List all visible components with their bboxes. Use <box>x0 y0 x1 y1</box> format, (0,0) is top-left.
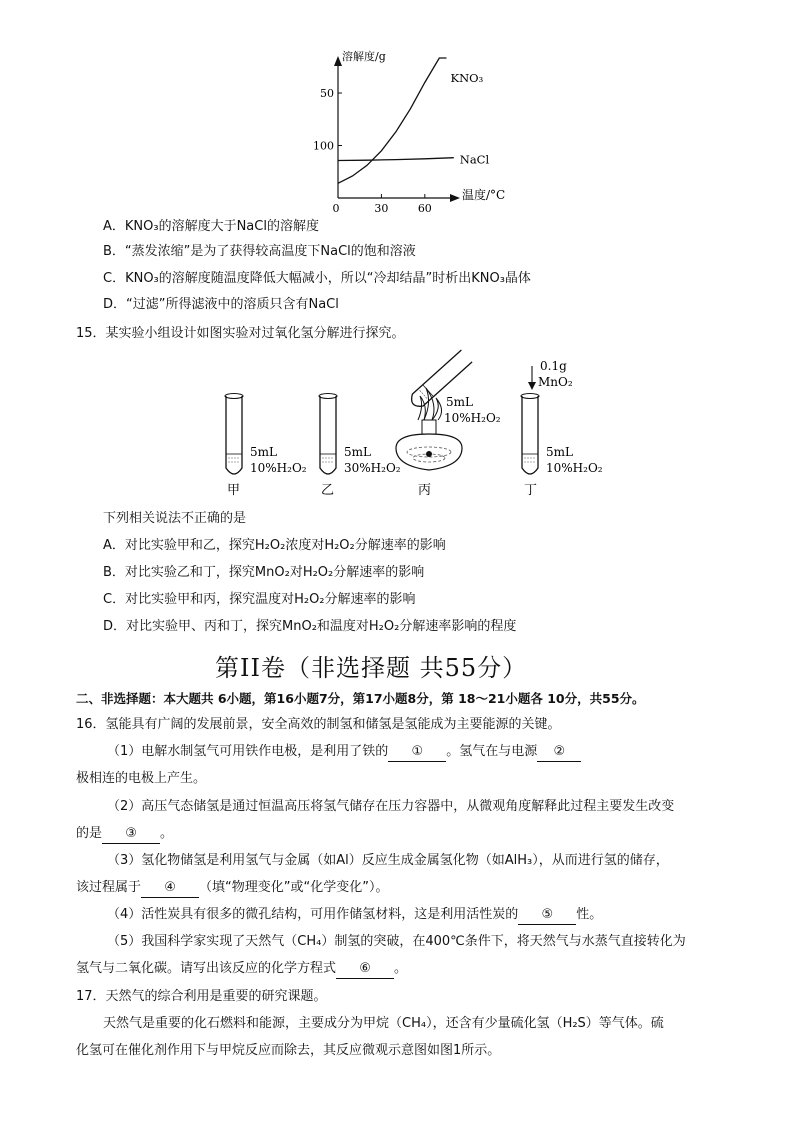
q16-p5b: 氢气与二氧化碳。请写出该反应的化学方程式 <box>76 961 337 976</box>
tube-ding-solution: 10%H₂O₂ <box>546 461 603 475</box>
experiment-figure <box>210 348 610 504</box>
q15-option-a: A．对比实验甲和乙，探究H₂O₂浓度对H₂O₂分解速率的影响 <box>103 538 446 553</box>
answer-blank-5[interactable]: ⑤ <box>518 906 576 925</box>
q16-p3a: （3）氢化物储氢是利用氢气与金属（如Al）反应生成金属氢化物（如AlH₃），从而进行氢的储存， <box>107 853 669 868</box>
q16-p1a: （1）电解水制氢气可用铁作电极，是利用了铁的 <box>107 744 389 759</box>
series-line-nacl <box>338 158 454 161</box>
q16-stem: 16．氢能具有广阔的发展前景，安全高效的制氢和储氢是氢能成为主要能源的关键。 <box>76 717 561 732</box>
q16-p1b: 。氢气在与电源 <box>446 744 538 759</box>
answer-blank-6[interactable]: ⑥ <box>336 960 394 979</box>
q15-option-b: B．对比实验乙和丁，探究MnO₂对H₂O₂分解速率的影响 <box>103 565 425 580</box>
y-axis-label: 溶解度/g <box>342 50 386 63</box>
q16-p4b: 性。 <box>576 907 603 922</box>
q16-p2b: 的是 <box>76 826 103 841</box>
q16-p2c: 。 <box>160 826 174 841</box>
q16-part4 <box>107 906 602 925</box>
tube-bing-solution: 10%H₂O₂ <box>444 411 501 425</box>
tube-yi-solution: 30%H₂O₂ <box>344 461 401 475</box>
q16-p3b: 该过程属于 <box>76 880 142 895</box>
x-tick-label: 30 <box>374 202 389 215</box>
tube-ding-reagent-mass: 0.1g <box>540 359 567 373</box>
solubility-chart <box>300 48 530 215</box>
tube-bing-volume: 5mL <box>446 395 473 409</box>
tube-ding-reagent: MnO₂ <box>538 375 573 389</box>
x-tick-label: 60 <box>417 202 432 215</box>
answer-blank-3[interactable]: ③ <box>102 825 160 844</box>
tube-ding-name: 丁 <box>524 483 538 498</box>
q16-p3c: （填“物理变化”或“化学变化”）。 <box>199 880 389 895</box>
section-instruction: 二、非选择题：本大题共 6小题，第16小题7分，第17小题8分，第 18～21小题各 10分，共55分。 <box>76 691 645 706</box>
q16-p5a: （5）我国科学家实现了天然气（CH₄）制氢的突破，在400℃条件下，将天然气与水蒸气直接转化为 <box>107 934 686 949</box>
series-label-kno3: KNO₃ <box>450 71 484 85</box>
tube-bing-name: 丙 <box>418 483 432 498</box>
tube-jia-solution: 10%H₂O₂ <box>250 461 307 475</box>
y-axis-arrow <box>334 56 342 66</box>
q17-stem: 17．天然气的综合利用是重要的研究课题。 <box>76 989 327 1004</box>
x-axis-label: 温度/°C <box>462 188 506 202</box>
q15-option-c: C．对比实验甲和丙，探究温度对H₂O₂分解速率的影响 <box>103 592 416 607</box>
x-axis-arrow <box>450 194 460 202</box>
answer-blank-4[interactable]: ④ <box>141 879 199 898</box>
q16-p1c: 极相连的电极上产生。 <box>76 771 207 786</box>
q16-p4a: （4）活性炭具有很多的微孔结构，可用作储氢材料，这是利用活性炭的 <box>107 907 519 922</box>
tube-jia-name: 甲 <box>227 483 241 498</box>
q16-part2-line2 <box>76 825 173 844</box>
y-tick-label: 50 <box>320 87 334 100</box>
tube-yi-volume: 5mL <box>344 445 371 459</box>
q16-p2a: （2）高压气态储氢是通过恒温高压将氢气储存在压力容器中，从微观角度解释此过程主要发生改变 <box>107 799 675 814</box>
q15-option-d: D．对比实验甲、丙和丁，探究MnO₂和温度对H₂O₂分解速率影响的程度 <box>103 619 517 634</box>
tube-yi-name: 乙 <box>321 483 335 498</box>
tube-yi <box>319 394 337 475</box>
q15-stem: 15．某实验小组设计如图实验对过氧化氢分解进行探究。 <box>76 326 405 341</box>
x-tick-label: 0 <box>332 202 340 215</box>
q16-part1-line1 <box>107 743 581 762</box>
answer-blank-2[interactable]: ② <box>537 743 581 762</box>
q14-option-c: C．KNO₃的溶解度随温度降低大幅减小，所以“冷却结晶”时析出KNO₃晶体 <box>103 271 531 286</box>
q17-para-line1: 天然气是重要的化石燃料和能源，主要成分为甲烷（CH₄），还含有少量硫化氢（H₂S）等气体。硫 <box>103 1016 664 1031</box>
q14-option-d: D．“过滤”所得滤液中的溶质只含有NaCl <box>103 297 339 312</box>
answer-blank-1[interactable]: ① <box>388 743 446 762</box>
y-tick-label: 100 <box>313 139 334 153</box>
q14-option-b: B．“蒸发浓缩”是为了获得较高温度下NaCl的饱和溶液 <box>103 244 416 259</box>
tube-ding-volume: 5mL <box>546 445 573 459</box>
tube-jia-volume: 5mL <box>250 445 277 459</box>
q15-prompt: 下列相关说法不正确的是 <box>103 511 247 526</box>
q17-para-line2: 化氢可在催化剂作用下与甲烷反应而除去，其反应微观示意图如图1所示。 <box>76 1043 501 1058</box>
series-line-kno3 <box>338 58 447 183</box>
q16-part5-line2 <box>76 960 407 979</box>
tube-ding <box>521 366 539 474</box>
q16-p5c: 。 <box>394 961 408 976</box>
q16-part3-line2 <box>76 879 388 898</box>
section-title: 第II卷（非选择题 共55分） <box>215 654 528 682</box>
series-label-nacl: NaCl <box>459 152 490 167</box>
q14-option-a: A．KNO₃的溶解度大于NaCl的溶解度 <box>103 219 319 234</box>
tube-jia <box>225 394 243 475</box>
